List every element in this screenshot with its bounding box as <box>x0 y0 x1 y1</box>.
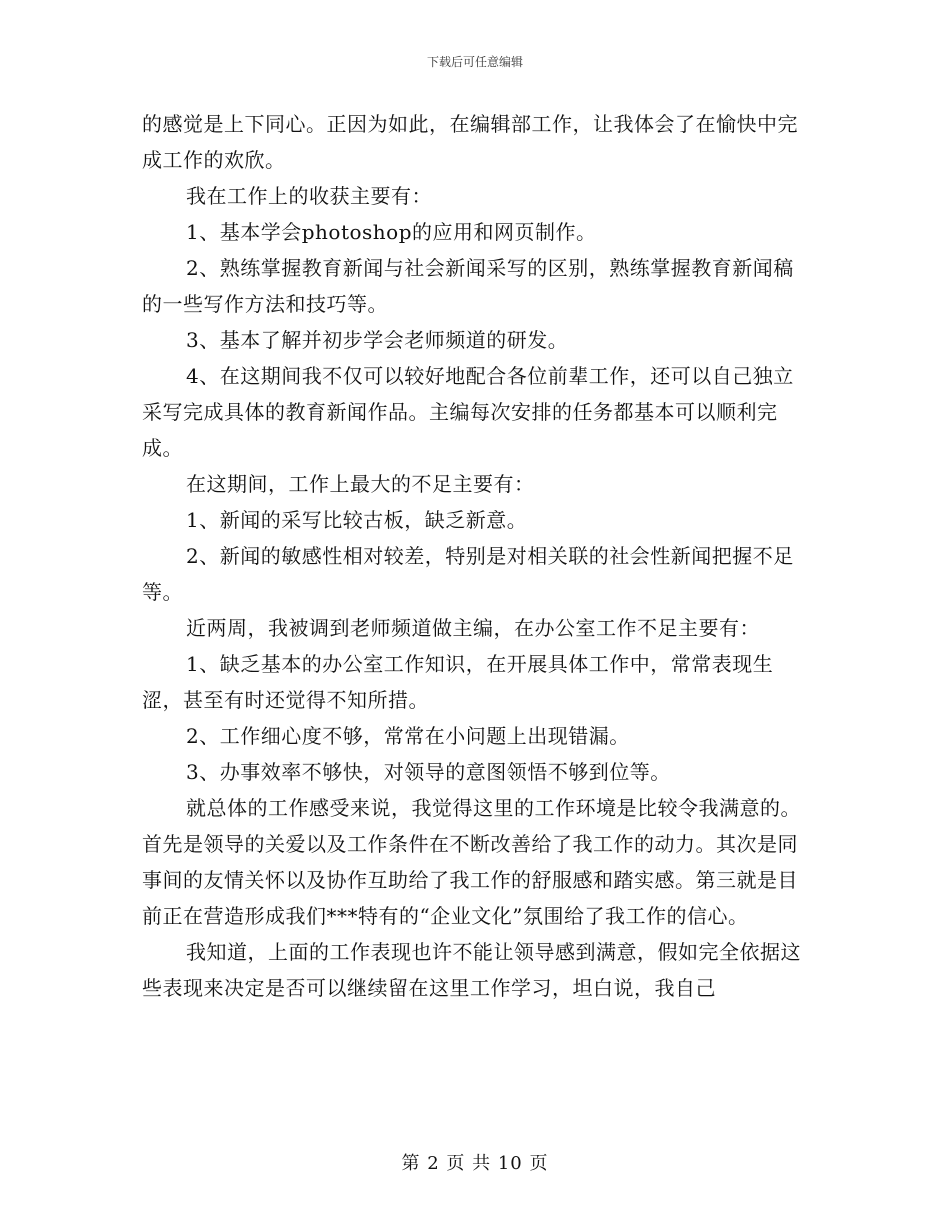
list-item: 3、办事效率不够快，对领导的意图领悟不够到位等。 <box>186 760 671 784</box>
page-number-footer: 第 2 页 共 10 页 <box>401 1153 549 1174</box>
list-item: 4、在这期间我不仅可以较好地配合各位前辈工作，还可以自己独立采写完成具体的教育新闻作品。主编每次安排的任务都基本可以顺利完成。 <box>142 364 794 460</box>
list-item: 3、基本了解并初步学会老师频道的研发。 <box>186 328 569 352</box>
paragraph: 的感觉是上下同心。正因为如此，在编辑部工作，让我体会了在愉快中完成工作的欢欣。 <box>142 112 798 172</box>
list-item: 1、基本学会photoshop的应用和网页制作。 <box>186 220 597 244</box>
list-item: 2、新闻的敏感性相对较差，特别是对相关联的社会性新闻把握不足等。 <box>142 544 794 604</box>
paragraph: 我在工作上的收获主要有： <box>186 184 432 208</box>
paragraph: 近两周，我被调到老师频道做主编，在办公室工作不足主要有： <box>186 616 760 640</box>
list-item: 2、工作细心度不够，常常在小问题上出现错漏。 <box>186 724 630 748</box>
list-item: 2、熟练掌握教育新闻与社会新闻采写的区别，熟练掌握教育新闻稿的一些写作方法和技巧等。 <box>142 256 794 316</box>
list-item: 1、新闻的采写比较古板，缺乏新意。 <box>186 508 528 532</box>
page-header: 下载后可任意编辑 <box>426 55 523 69</box>
paragraph: 就总体的工作感受来说，我觉得这里的工作环境是比较令我满意的。首先是领导的关爱以及工作条件在不断改善给了我工作的动力。其次是同事间的友情关怀以及协作互助给了我工作的舒服感和踏实感。第三就是目前正在营造形成我们***特有的“企业文化”氛围给了我工作的信心。 <box>142 796 801 928</box>
paragraph: 我知道，上面的工作表现也许不能让领导感到满意，假如完全依据这些表现来决定是否可以继续留在这里工作学习，坦白说，我自己 <box>142 940 801 1000</box>
list-item: 1、缺乏基本的办公室工作知识，在开展具体工作中，常常表现生涩，甚至有时还觉得不知所措。 <box>142 652 774 712</box>
document-body <box>142 106 810 1006</box>
paragraph: 在这期间，工作上最大的不足主要有： <box>186 472 535 496</box>
